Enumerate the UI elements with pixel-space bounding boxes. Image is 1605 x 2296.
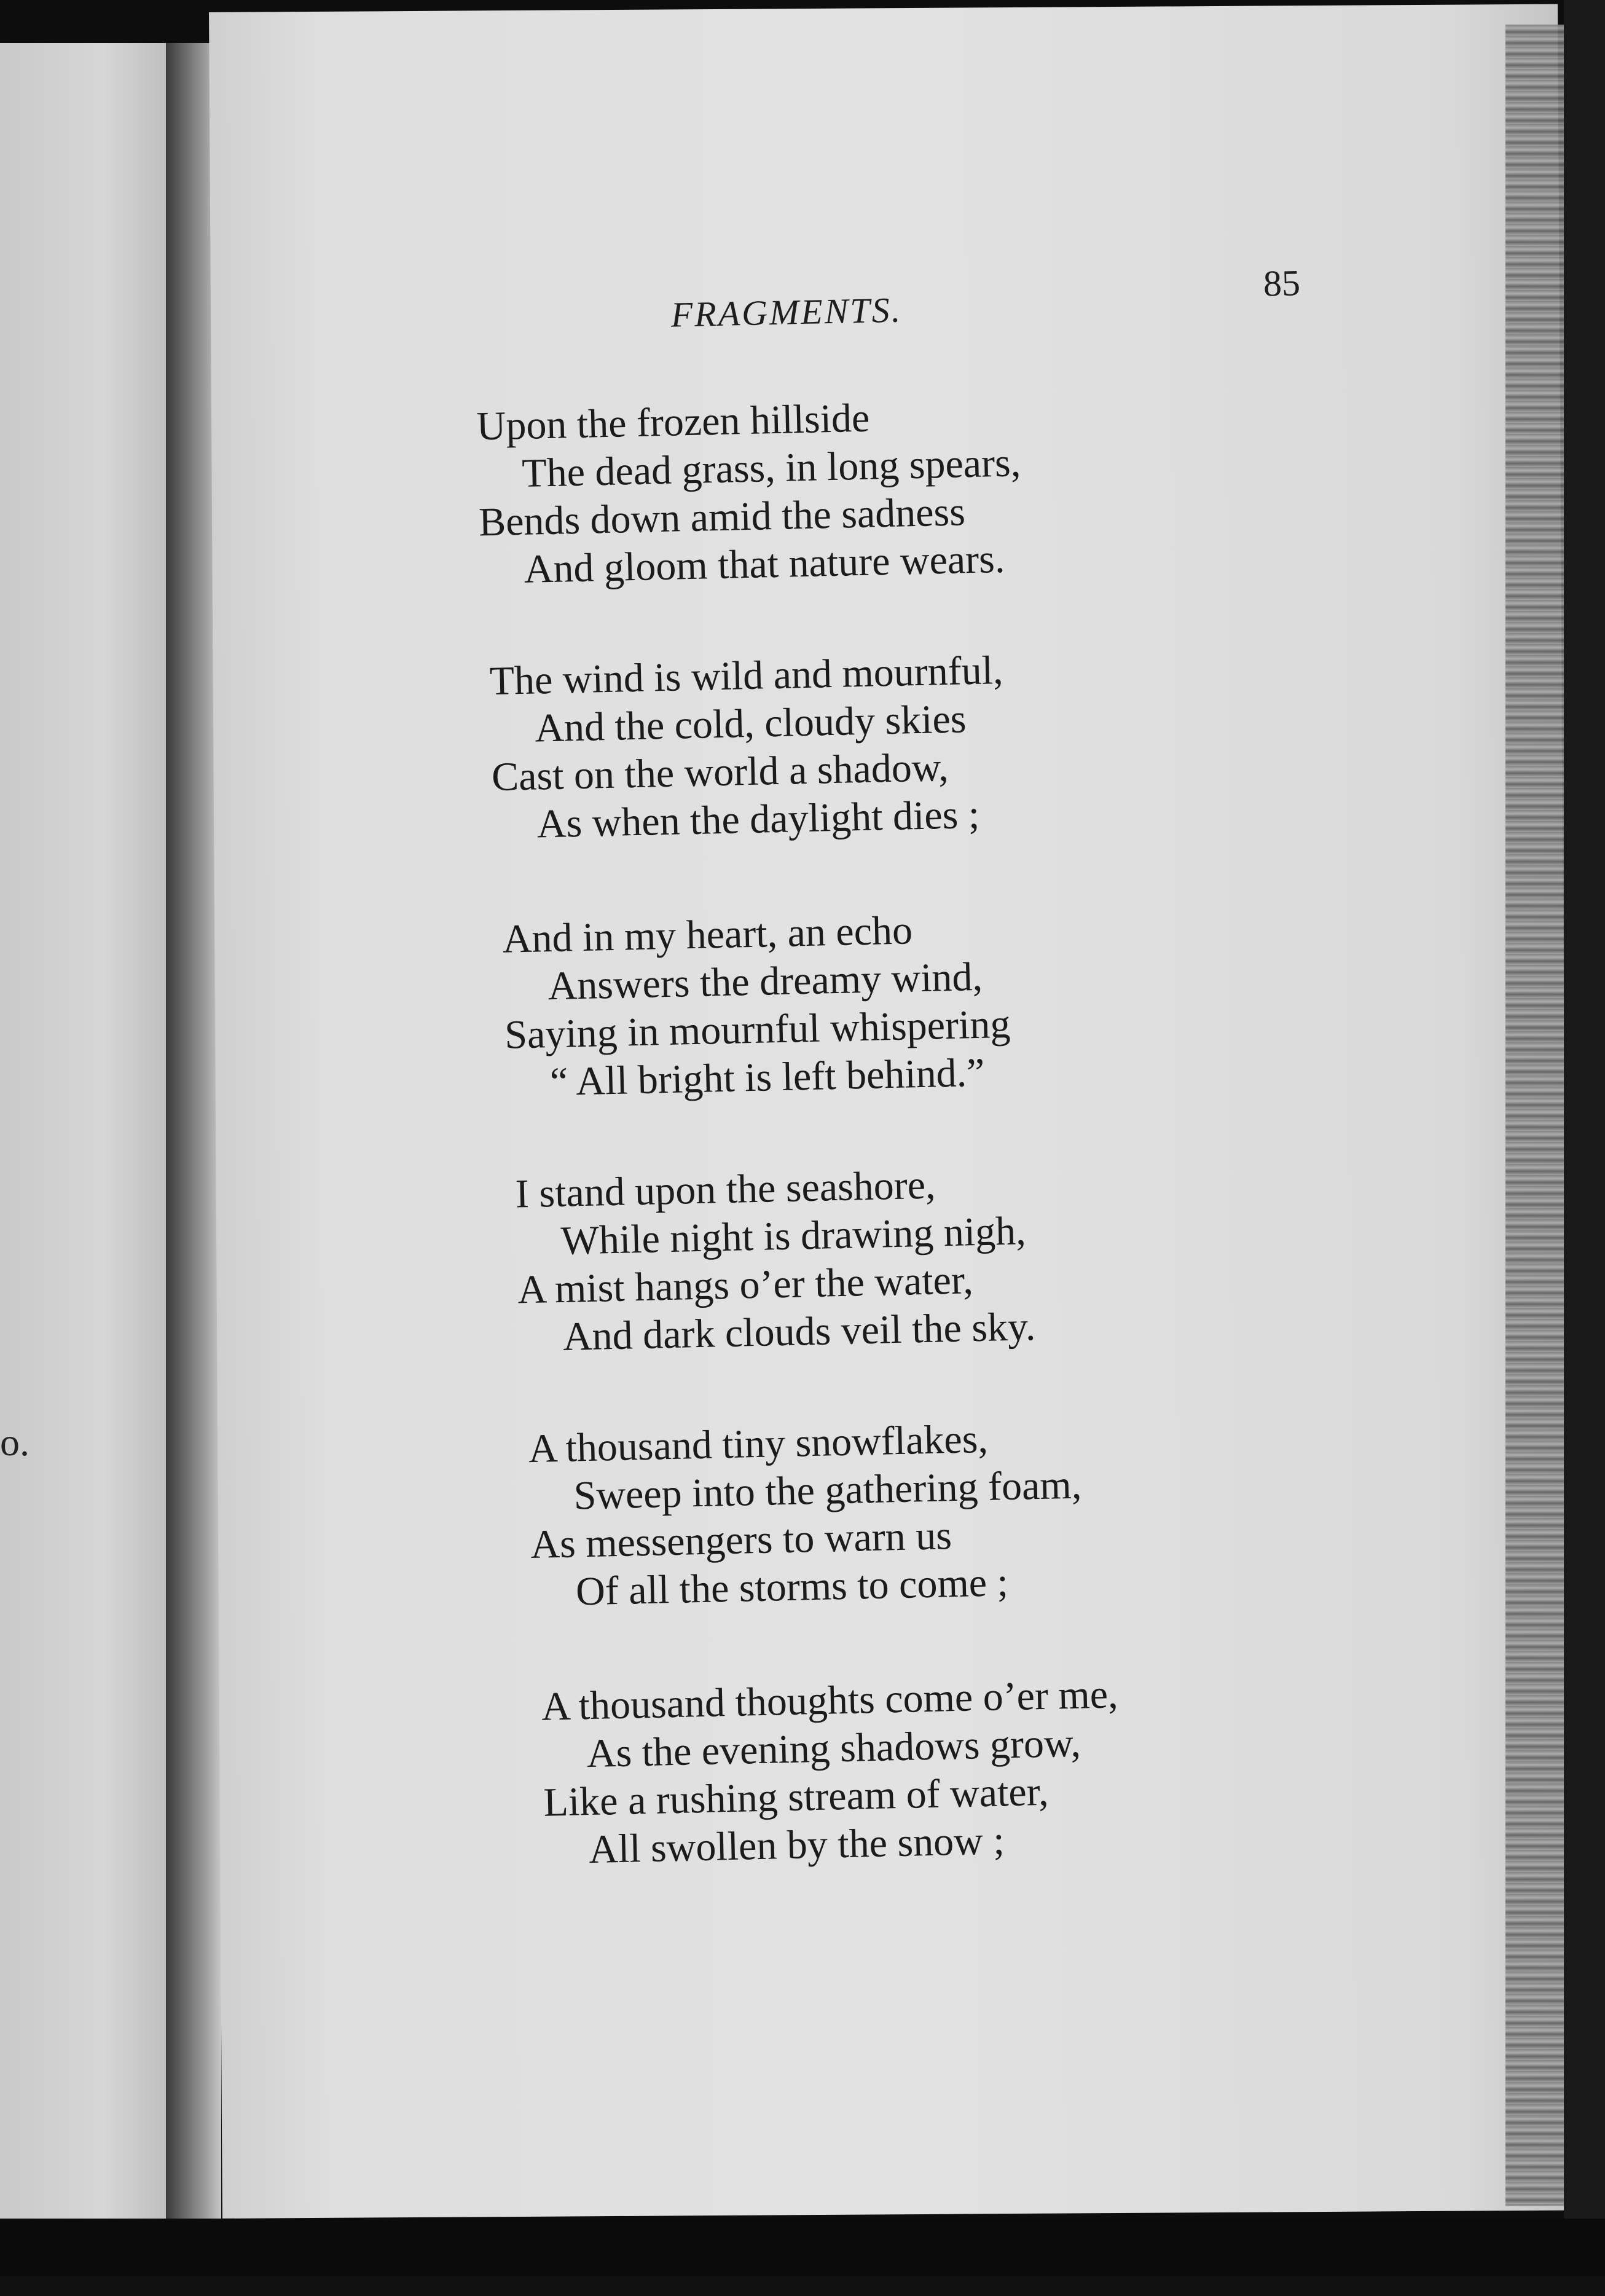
poem-line: I stand upon the seashore, bbox=[515, 1162, 936, 1217]
poem-line: And gloom that nature wears. bbox=[523, 536, 1006, 592]
poem-line: Answers the dreamy wind, bbox=[547, 954, 983, 1009]
poem-line: As the evening shadows grow, bbox=[586, 1720, 1081, 1777]
poem-line: Sweep into the gathering foam, bbox=[573, 1462, 1082, 1519]
poem-line: And dark clouds veil the sky. bbox=[562, 1304, 1036, 1359]
poem-line: A mist hangs o’er the water, bbox=[517, 1257, 974, 1313]
poem-line: The dead grass, in long spears, bbox=[521, 440, 1021, 496]
poem-stanza bbox=[541, 1670, 1121, 1874]
left-page-text-fragment: o. bbox=[0, 1420, 29, 1464]
poem-line: All swollen by the snow ; bbox=[588, 1818, 1005, 1873]
poem-line: And the cold, cloudy skies bbox=[534, 696, 967, 751]
poem-stanza bbox=[476, 391, 1024, 594]
poem-stanza bbox=[515, 1159, 1036, 1362]
poem-line: And in my heart, an echo bbox=[502, 908, 913, 962]
poem-line: A thousand thoughts come o’er me, bbox=[541, 1672, 1119, 1729]
poem-stanza bbox=[528, 1413, 1084, 1617]
page-number: 85 bbox=[1263, 262, 1301, 304]
poem-line: Of all the storms to come ; bbox=[575, 1560, 1009, 1614]
poem-line: As messengers to warn us bbox=[530, 1513, 952, 1568]
poem-stanza bbox=[502, 905, 1012, 1107]
poem-line: Saying in mournful whispering bbox=[504, 1001, 1011, 1058]
running-title: FRAGMENTS. bbox=[670, 289, 903, 335]
poem-line: Like a rushing stream of water, bbox=[543, 1769, 1050, 1825]
poem-stanza bbox=[489, 647, 1007, 849]
poem-line: “ All bright is left behind.” bbox=[549, 1050, 986, 1105]
poem-line: Upon the frozen hillside bbox=[476, 395, 871, 449]
poem-line: Cast on the world a shadow, bbox=[491, 744, 949, 800]
poem-line: As when the daylight dies ; bbox=[536, 792, 980, 847]
poem-line: Bends down amid the sadness bbox=[478, 489, 966, 545]
poem-line: A thousand tiny snowflakes, bbox=[528, 1416, 989, 1472]
poem-line: The wind is wild and mournful, bbox=[489, 647, 1004, 704]
poem-line: While night is drawing nigh, bbox=[560, 1208, 1027, 1264]
